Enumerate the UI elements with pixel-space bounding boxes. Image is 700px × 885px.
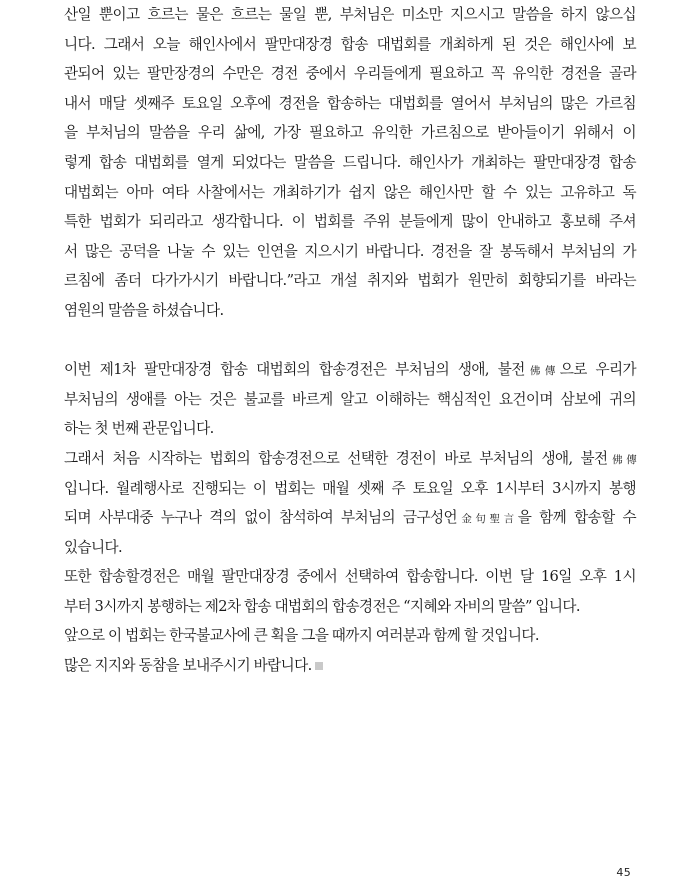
closing-sentence: 많은 지지와 동참을 보내주시기 바랍니다. <box>64 657 312 675</box>
paragraph-3-text: 그래서 처음 시작하는 법회의 합송경전으로 선택한 경전이 바로 부처님의 생애, 불전 <box>64 449 608 467</box>
paragraph-1-line: 르침에 좀더 다가가시기 바랍니다.”라고 개설 취지와 법회가 원만히 회향되기를 바라는 <box>64 272 636 290</box>
paragraph-1-line: 을 부처님의 말씀을 우리 삶에, 가장 필요하고 유익한 가르침으로 받아들이기 위해서 이 <box>64 124 636 142</box>
paragraph-4-line: 또한 합송할경전은 매월 팔만대장경 중에서 선택하여 합송합니다. 이번 달 16일 오후 1시 <box>64 568 636 586</box>
paragraph-1-line: 렇게 합송 대법회를 열게 되었다는 말씀을 드립니다. 해인사가 개최하는 팔만대장경 합송 <box>64 153 636 171</box>
paragraph-1-line: 내서 매달 셋째주 토요일 오후에 경전을 합송하는 대법회를 열어서 부처님의 많은 가르침 <box>64 94 636 112</box>
paragraph-2-text: 으로 우리가 <box>559 361 636 379</box>
paragraph-3-text: 을 함께 합송할 수 <box>517 509 636 527</box>
paragraph-2-line: 하는 첫 번째 관문입니다. <box>64 420 214 438</box>
paragraph-3-line: 있습니다. <box>64 538 123 556</box>
paragraph-2-line: 부처님의 생애를 아는 것은 불교를 바르게 알고 이해하는 핵심적인 요건이며 삼보에 귀의 <box>64 390 636 408</box>
page-number: 45 <box>616 866 631 879</box>
paragraph-2-line <box>64 355 636 385</box>
hanja-annotation: 佛傳 <box>524 365 560 378</box>
paragraph-3-text: 되며 사부대중 누구나 격의 없이 참석하여 부처님의 금구성언 <box>64 509 457 527</box>
article-body <box>64 0 636 681</box>
paragraph-1-line: 서 많은 공덕을 나눌 수 있는 인연을 지으시기 바랍니다. 경전을 잘 봉독해서 부처님의 가 <box>64 242 636 260</box>
paragraph-1-line: 염원의 말씀을 하셨습니다. <box>64 301 224 319</box>
paragraph-1-line: 니다. 그래서 오늘 해인사에서 팔만대장경 합송 대법회를 개최하게 된 것은 해인사에 보 <box>64 35 636 53</box>
paragraph-6-line <box>64 651 636 681</box>
paragraph-4-line: 부터 3시까지 봉행하는 제2차 합송 대법회의 합송경전은 “지혜와 자비의 말씀” 입니다. <box>64 597 580 615</box>
hanja-annotation: 佛傳 <box>607 453 636 466</box>
paragraph-1-line: 산일 뿐이고 흐르는 물은 흐르는 물일 뿐, 부처님은 미소만 지으시고 말씀을 하지 않으십 <box>64 6 636 23</box>
paragraph-5-line: 앞으로 이 법회는 한국불교사에 큰 획을 그을 때까지 여러분과 함께 할 것입니다. <box>64 627 539 645</box>
paragraph-gap <box>64 326 636 356</box>
hanja-annotation: 金句聖言 <box>456 513 518 526</box>
paragraph-3-line <box>64 444 636 474</box>
end-of-article-mark <box>315 662 323 670</box>
paragraph-1-line: 대법회는 아마 여타 사찰에서는 개최하기가 쉽지 않은 해인사만 할 수 있는 고유하고 독 <box>64 183 636 201</box>
paragraph-3-line: 입니다. 월례행사로 진행되는 이 법회는 매월 셋째 주 토요일 오후 1시부터 3시까지 봉행 <box>64 479 636 497</box>
paragraph-2-text: 이번 제1차 팔만대장경 합송 대법회의 합송경전은 부처님의 생애, 불전 <box>64 361 525 379</box>
paragraph-3-line <box>64 503 636 533</box>
paragraph-1-line: 관되어 있는 팔만장경의 수만은 경전 중에서 우리들에게 필요하고 꼭 유익한 경전을 골라 <box>64 65 636 83</box>
paragraph-1-line: 특한 법회가 되리라고 생각합니다. 이 법회를 주위 분들에게 많이 안내하고 홍보해 주셔 <box>64 213 636 231</box>
